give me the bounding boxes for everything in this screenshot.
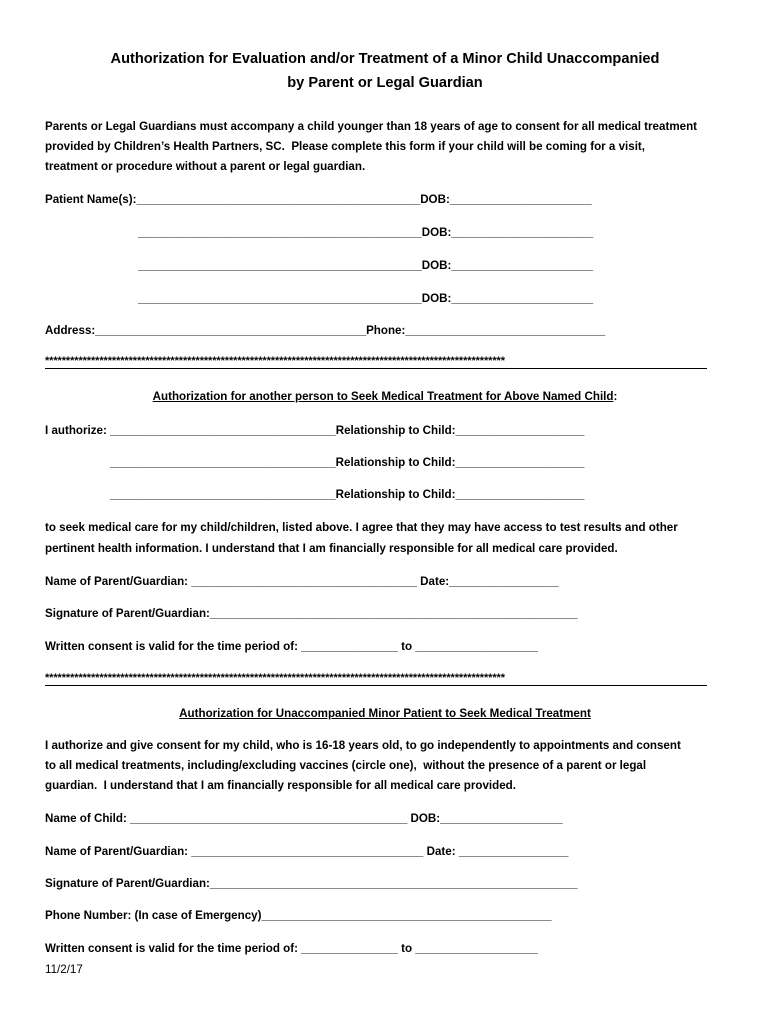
emergency-phone-field[interactable]: Phone Number: (In case of Emergency)_____________________________________________ [45, 909, 552, 922]
section1-consent-period-field[interactable]: Written consent is valid for the time period of: _______________ to ___________________ [45, 640, 538, 653]
authorize-person-field-1[interactable]: I authorize: ___________________________________Relationship to Child:____________________ [45, 424, 585, 437]
section2-body-line-3: guardian. I understand that I am financially responsible for all medical care provided. [45, 779, 516, 792]
section2-body-line-1: I authorize and give consent for my child, who is 16-18 years old, to go independently to appointments and consent [45, 739, 681, 752]
section2-consent-period-field[interactable]: Written consent is valid for the time period of: _______________ to ___________________ [45, 942, 538, 955]
patient-name-field-3[interactable]: ____________________________________________DOB:______________________ [138, 259, 594, 272]
authorize-person-field-3[interactable]: ___________________________________Relationship to Child:____________________ [110, 488, 585, 501]
section1-signature-field[interactable]: Signature of Parent/Guardian:_________________________________________________________ [45, 607, 578, 620]
patient-name-field-4[interactable]: ____________________________________________DOB:______________________ [138, 292, 594, 305]
section1-body-line-2: pertinent health information. I understand that I am financially responsible for all medical care provided. [45, 542, 618, 555]
address-phone-field[interactable]: Address:__________________________________________Phone:_______________________________ [45, 324, 606, 337]
section1-heading [0, 390, 770, 404]
intro-line-3: treatment or procedure without a parent or legal guardian. [45, 160, 366, 173]
patient-name-field-2[interactable]: ____________________________________________DOB:______________________ [138, 226, 594, 239]
section2-heading: Authorization for Unaccompanied Minor Patient to Seek Medical Treatment [179, 707, 591, 720]
section-divider-1: ************************************************************************************************************** [45, 355, 707, 369]
section2-body-line-2: to all medical treatments, including/excluding vaccines (circle one), without the presence of a parent or legal [45, 759, 647, 772]
section1-heading-text: Authorization for another person to Seek Medical Treatment for Above Named Child [152, 390, 614, 403]
section1-heading-colon: : [613, 390, 618, 403]
section2-signature-field[interactable]: Signature of Parent/Guardian:_________________________________________________________ [45, 877, 578, 890]
section1-parent-name-field[interactable]: Name of Parent/Guardian: ___________________________________ Date:_________________ [45, 575, 559, 588]
section2-parent-name-field[interactable]: Name of Parent/Guardian: ____________________________________ Date: _________________ [45, 845, 569, 858]
intro-line-1: Parents or Legal Guardians must accompany a child younger than 18 years of age to consent for all medical treatment [45, 120, 698, 133]
section-divider-2: ************************************************************************************************************** [45, 672, 707, 686]
form-title-line-2: by Parent or Legal Guardian [287, 75, 483, 91]
patient-name-field-1[interactable]: Patient Name(s):____________________________________________DOB:______________________ [45, 193, 592, 206]
form-title-line-1: Authorization for Evaluation and/or Treatment of a Minor Child Unaccompanied [110, 51, 660, 67]
section1-body-line-1: to seek medical care for my child/children, listed above. I agree that they may have access to test results and other [45, 521, 678, 534]
footer-date: 11/2/17 [45, 963, 83, 976]
child-name-dob-field[interactable]: Name of Child: ___________________________________________ DOB:___________________ [45, 812, 563, 825]
intro-line-2: provided by Children’s Health Partners, SC. Please complete this form if your child will be coming for a visit, [45, 140, 646, 153]
authorize-person-field-2[interactable]: ___________________________________Relationship to Child:____________________ [110, 456, 585, 469]
